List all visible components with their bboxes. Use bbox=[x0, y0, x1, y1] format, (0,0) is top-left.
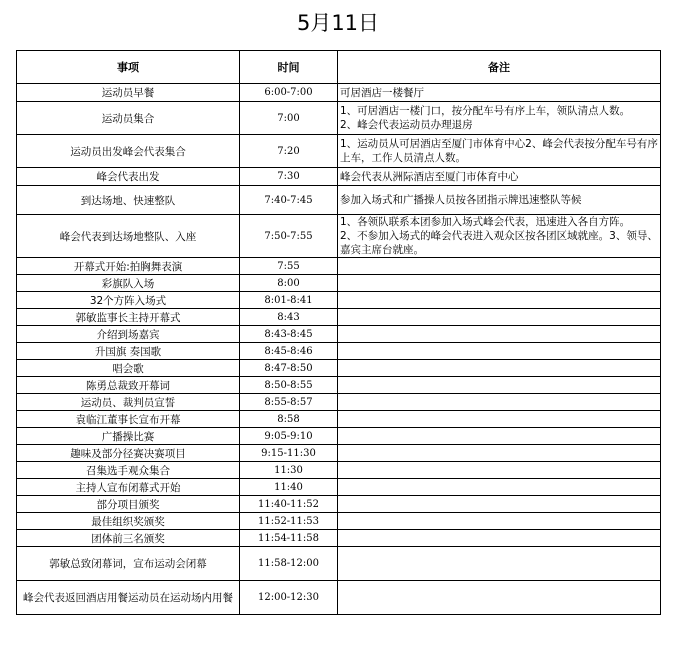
row-note bbox=[338, 102, 661, 135]
row-time: 7:55 bbox=[240, 258, 338, 275]
row-item: 峰会代表返回酒店用餐运动员在运动场内用餐 bbox=[17, 581, 240, 615]
row-item: 部分项目颁奖 bbox=[17, 496, 240, 513]
row-time: 6:00-7:00 bbox=[240, 84, 338, 102]
table-row bbox=[17, 215, 661, 258]
row-time: 7:50-7:55 bbox=[240, 215, 338, 258]
row-note bbox=[338, 275, 661, 292]
row-note bbox=[338, 343, 661, 360]
row-time: 8:45-8:46 bbox=[240, 343, 338, 360]
row-item: 介绍到场嘉宾 bbox=[17, 326, 240, 343]
row-note bbox=[338, 496, 661, 513]
row-note bbox=[338, 547, 661, 581]
table-row bbox=[17, 343, 661, 360]
row-time: 9:15-11:30 bbox=[240, 445, 338, 462]
table-row bbox=[17, 530, 661, 547]
header-note: 备注 bbox=[338, 51, 661, 84]
row-note bbox=[338, 360, 661, 377]
table-row bbox=[17, 360, 661, 377]
row-note bbox=[338, 258, 661, 275]
row-note bbox=[338, 479, 661, 496]
row-note bbox=[338, 135, 661, 168]
table-row bbox=[17, 275, 661, 292]
table-row bbox=[17, 428, 661, 445]
table-row bbox=[17, 411, 661, 428]
row-time: 8:43 bbox=[240, 309, 338, 326]
row-item: 袁临江董事长宣布开幕 bbox=[17, 411, 240, 428]
row-time: 8:47-8:50 bbox=[240, 360, 338, 377]
note-line: 峰会代表从洲际酒店至厦门市体育中心 bbox=[340, 170, 519, 183]
note-line: 参加入场式和广播操人员按各团指示牌迅速整队等候 bbox=[340, 194, 582, 206]
row-note bbox=[338, 530, 661, 547]
table-row bbox=[17, 513, 661, 530]
row-item: 郭敏总致闭幕词，宣布运动会闭幕 bbox=[17, 547, 240, 581]
row-note bbox=[338, 292, 661, 309]
note-line: 1、运动员从可居酒店至厦门市体育中心2、峰会代表按分配车号有序上车，工作人员清点人数。 bbox=[340, 138, 658, 164]
row-note bbox=[338, 581, 661, 615]
row-time: 7:40-7:45 bbox=[240, 186, 338, 215]
schedule-table bbox=[16, 50, 661, 615]
row-time: 8:00 bbox=[240, 275, 338, 292]
row-item: 峰会代表到达场地整队、入座 bbox=[17, 215, 240, 258]
table-row bbox=[17, 258, 661, 275]
row-note bbox=[338, 394, 661, 411]
row-item: 陈勇总裁致开幕词 bbox=[17, 377, 240, 394]
row-item: 开幕式开始:拍胸舞表演 bbox=[17, 258, 240, 275]
row-item: 唱会歌 bbox=[17, 360, 240, 377]
table-row bbox=[17, 394, 661, 411]
table-row bbox=[17, 309, 661, 326]
row-note bbox=[338, 445, 661, 462]
row-item: 广播操比赛 bbox=[17, 428, 240, 445]
row-time: 7:00 bbox=[240, 102, 338, 135]
table-row bbox=[17, 168, 661, 186]
row-time: 7:20 bbox=[240, 135, 338, 168]
row-item: 彩旗队入场 bbox=[17, 275, 240, 292]
row-note bbox=[338, 168, 661, 186]
note-line: 可居酒店一楼餐厅 bbox=[340, 86, 424, 99]
row-time: 11:52-11:53 bbox=[240, 513, 338, 530]
header-item: 事项 bbox=[17, 51, 240, 84]
note-line: 2、不参加入场式的峰会代表进入观众区按各团区域就座。3、领导、嘉宾主席台就座。 bbox=[340, 230, 658, 256]
table-row bbox=[17, 326, 661, 343]
row-note bbox=[338, 462, 661, 479]
row-item: 运动员早餐 bbox=[17, 84, 240, 102]
row-note bbox=[338, 428, 661, 445]
table-row bbox=[17, 445, 661, 462]
row-time: 9:05-9:10 bbox=[240, 428, 338, 445]
table-header-row bbox=[17, 51, 661, 84]
row-item: 召集选手观众集合 bbox=[17, 462, 240, 479]
row-time: 7:30 bbox=[240, 168, 338, 186]
table-row bbox=[17, 377, 661, 394]
row-note bbox=[338, 411, 661, 428]
row-item: 32个方阵入场式 bbox=[17, 292, 240, 309]
row-time: 8:55-8:57 bbox=[240, 394, 338, 411]
row-item: 主持人宣布闭幕式开始 bbox=[17, 479, 240, 496]
row-time: 11:40 bbox=[240, 479, 338, 496]
table-row bbox=[17, 292, 661, 309]
row-item: 运动员、裁判员宣誓 bbox=[17, 394, 240, 411]
row-item: 趣味及部分径赛决赛项目 bbox=[17, 445, 240, 462]
table-row bbox=[17, 102, 661, 135]
row-time: 8:43-8:45 bbox=[240, 326, 338, 343]
row-time: 11:30 bbox=[240, 462, 338, 479]
row-note bbox=[338, 215, 661, 258]
table-row bbox=[17, 547, 661, 581]
row-time: 11:54-11:58 bbox=[240, 530, 338, 547]
row-item: 郭敏监事长主持开幕式 bbox=[17, 309, 240, 326]
row-note bbox=[338, 513, 661, 530]
row-note bbox=[338, 377, 661, 394]
row-item: 最佳组织奖颁奖 bbox=[17, 513, 240, 530]
row-note bbox=[338, 326, 661, 343]
table-row bbox=[17, 479, 661, 496]
note-line: 2、峰会代表运动员办理退房 bbox=[340, 119, 473, 131]
table-row bbox=[17, 581, 661, 615]
row-item: 到达场地、快速整队 bbox=[17, 186, 240, 215]
row-time: 8:50-8:55 bbox=[240, 377, 338, 394]
row-time: 11:40-11:52 bbox=[240, 496, 338, 513]
table-row bbox=[17, 496, 661, 513]
row-time: 8:58 bbox=[240, 411, 338, 428]
table-row bbox=[17, 84, 661, 102]
table-row bbox=[17, 135, 661, 168]
page-title: 5月11日 bbox=[296, 11, 380, 35]
table-row bbox=[17, 186, 661, 215]
note-line: 1、各领队联系本团参加入场式峰会代表，迅速进入各自方阵。 bbox=[340, 216, 631, 228]
note-line: 1、可居酒店一楼门口，按分配车号有序上车，领队清点人数。 bbox=[340, 105, 631, 117]
row-item: 团体前三名颁奖 bbox=[17, 530, 240, 547]
row-item: 运动员集合 bbox=[17, 102, 240, 135]
row-item: 峰会代表出发 bbox=[17, 168, 240, 186]
row-note bbox=[338, 84, 661, 102]
table-row bbox=[17, 462, 661, 479]
header-time: 时间 bbox=[240, 51, 338, 84]
row-time: 11:58-12:00 bbox=[240, 547, 338, 581]
row-item: 升国旗 奏国歌 bbox=[17, 343, 240, 360]
row-note bbox=[338, 309, 661, 326]
row-note bbox=[338, 186, 661, 215]
row-time: 8:01-8:41 bbox=[240, 292, 338, 309]
row-item: 运动员出发峰会代表集合 bbox=[17, 135, 240, 168]
row-time: 12:00-12:30 bbox=[240, 581, 338, 615]
